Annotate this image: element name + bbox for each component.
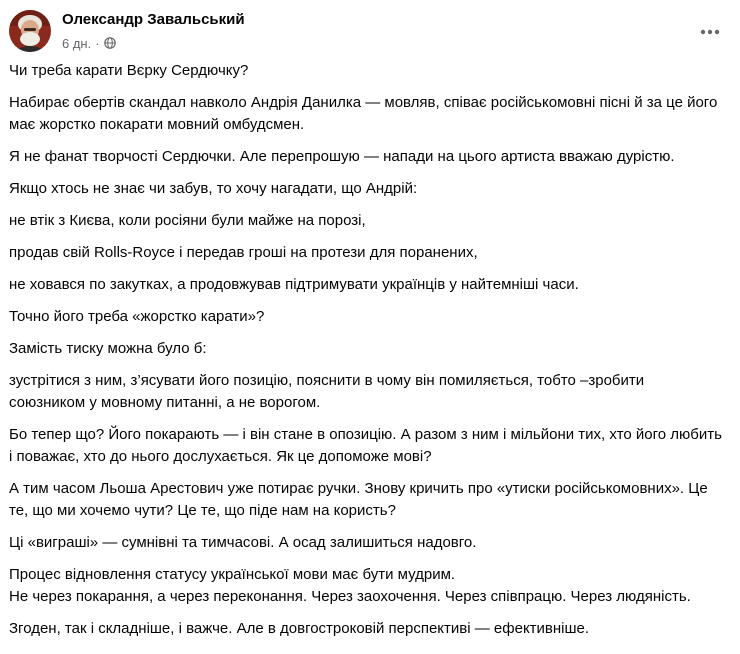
post-paragraph: продав свій Rolls-Royce і передав гроші на протези для поранених, [9, 244, 478, 261]
post-timestamp[interactable]: 6 дн. [62, 35, 92, 51]
post-paragraph: Чи треба карати Вєрку Сердючку? [9, 62, 249, 79]
post-paragraph: Я не фанат творчості Сердючки. Але перепрошую — напади на цього артиста вважаю дурістю. [9, 148, 675, 165]
post-paragraph: Ці «виграші» — сумнівні та тимчасові. А осад залишиться надовго. [9, 534, 477, 551]
post-paragraph: не ховався по закутках, а продовжував підтримувати українців у найтемніші часи. [9, 276, 579, 293]
post-paragraph: Замість тиску можна було б: [9, 340, 207, 357]
post-paragraph: Згоден, так і складніше, і важче. Але в довгостроковій перспективі — ефективніше. [9, 620, 590, 637]
avatar-image [9, 10, 51, 52]
post-paragraph: А тим часом Льоша Арестович уже потирає ручки. Знову кричить про «утиски російськомовних». Це те, що ми хочемо чути? Це те, що піде нам на користь? [9, 480, 708, 519]
globe-icon[interactable] [104, 37, 116, 49]
post-meta [62, 34, 116, 52]
post-header [0, 0, 740, 62]
post-paragraph: Процес відновлення статусу української мови має бути мудрим. Не через покарання, а через переконання. Через заохочення. Через співпрацю. Через людяність. [9, 566, 691, 605]
more-options-button[interactable] [692, 14, 728, 50]
author-avatar[interactable] [9, 10, 51, 52]
post-paragraph: Бо тепер що? Його покарають — і він стане в опозицію. А разом з ним і мільйони тих, хто його любить і поважає, хто до нього дослухається. Як це допоможе мові? [9, 426, 722, 465]
post-paragraph: зустрітися з ним, з’ясувати його позицію, пояснити в чому він помиляється, тобто –зробити союзником у мовному питанні, а не ворогом. [9, 372, 645, 411]
meta-separator: · [95, 35, 100, 51]
author-name[interactable]: Олександр Завальський [62, 11, 245, 28]
post-text [9, 60, 724, 650]
post-paragraph: Якщо хтось не знає чи забув, то хочу нагадати, що Андрій: [9, 180, 418, 197]
post-paragraph: не втік з Києва, коли росіяни були майже на порозі, [9, 212, 366, 229]
post-paragraph: Точно його треба «жорстко карати»? [9, 308, 265, 325]
more-options-icon [700, 29, 720, 35]
post-paragraph: Набирає обертів скандал навколо Андрія Данилка — мовляв, співає російськомовні пісні й за це його має жорстко покарати мовний омбудсмен. [9, 94, 718, 133]
